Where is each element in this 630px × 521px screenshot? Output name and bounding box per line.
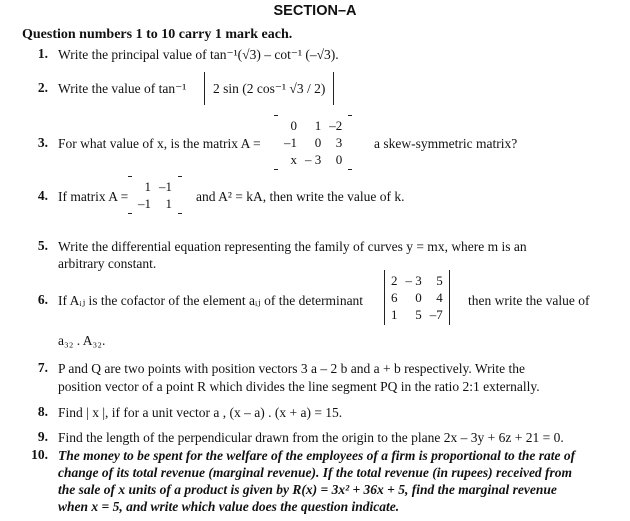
question-number: 3. <box>37 135 48 150</box>
question-6-line2: a₃₂ . A₃₂. <box>58 333 106 348</box>
question-9-text: Find the length of the perpendicular drawn from the origin to the plane 2x – 3y + 6z + 21 = 0. <box>58 430 564 445</box>
matrix-a: 1 –1 –1 1 <box>128 176 182 214</box>
question-6-text-b: then write the value of <box>468 293 590 308</box>
determinant: 2 – 3 5 6 0 4 1 5 –7 <box>384 270 450 325</box>
question-10-line3: the sale of x units of a product is given by R(x) = 3x² + 36x + 5, find the marginal revenue <box>58 482 557 497</box>
question-8-text: Find | x |, if for a unit vector a , (x – a) . (x + a) = 15. <box>58 405 343 420</box>
question-10-line4: when x = 5, and write which value does the question indicate. <box>58 499 400 514</box>
matrix-a: 0 1 –2 –1 0 3 x – 3 0 <box>274 115 352 170</box>
question-number: 1. <box>37 46 48 61</box>
question-4-text-b: and A² = kA, then write the value of k. <box>196 189 405 204</box>
question-3-text-b: a skew-symmetric matrix? <box>374 136 518 151</box>
question-5-line2: arbitrary constant. <box>58 256 157 271</box>
question-number: 9. <box>37 429 48 444</box>
question-1-text: Write the principal value of tan⁻¹(√3) – cot⁻¹ (–√3). <box>58 47 339 62</box>
question-2-expression: 2 sin (2 cos⁻¹ √3 / 2) <box>204 72 334 105</box>
question-number: 7. <box>37 360 48 375</box>
question-7-line2: position vector of a point R which divides the line segment PQ in the ratio 2:1 externally. <box>58 379 540 394</box>
question-10-line1: The money to be spent for the welfare of the employees of a firm is proportional to the rate of <box>58 448 576 463</box>
question-4-text: If matrix A = <box>58 189 129 204</box>
section-title: SECTION–A <box>273 3 357 19</box>
question-number: 2. <box>37 80 48 95</box>
question-number: 8. <box>37 404 48 419</box>
question-6-text: If Aᵢⱼ is the cofactor of the element aᵢⱼ of the determinant <box>58 293 364 308</box>
question-3-text: For what value of x, is the matrix A = <box>58 136 261 151</box>
question-number: 10. <box>31 447 48 462</box>
instruction: Question numbers 1 to 10 carry 1 mark each. <box>22 27 293 42</box>
question-number: 6. <box>37 292 48 307</box>
question-number: 5. <box>37 238 48 253</box>
question-10-line2: change of its total revenue (marginal revenue). If the total revenue (in rupees) received from <box>58 465 573 480</box>
question-5-line1: Write the differential equation representing the family of curves y = mx, where m is an <box>58 239 527 254</box>
question-7-line1: P and Q are two points with position vectors 3 a – 2 b and a + b respectively. Write the <box>58 361 525 376</box>
question-2-text: Write the value of tan⁻¹ <box>58 81 187 96</box>
question-number: 4. <box>37 188 48 203</box>
